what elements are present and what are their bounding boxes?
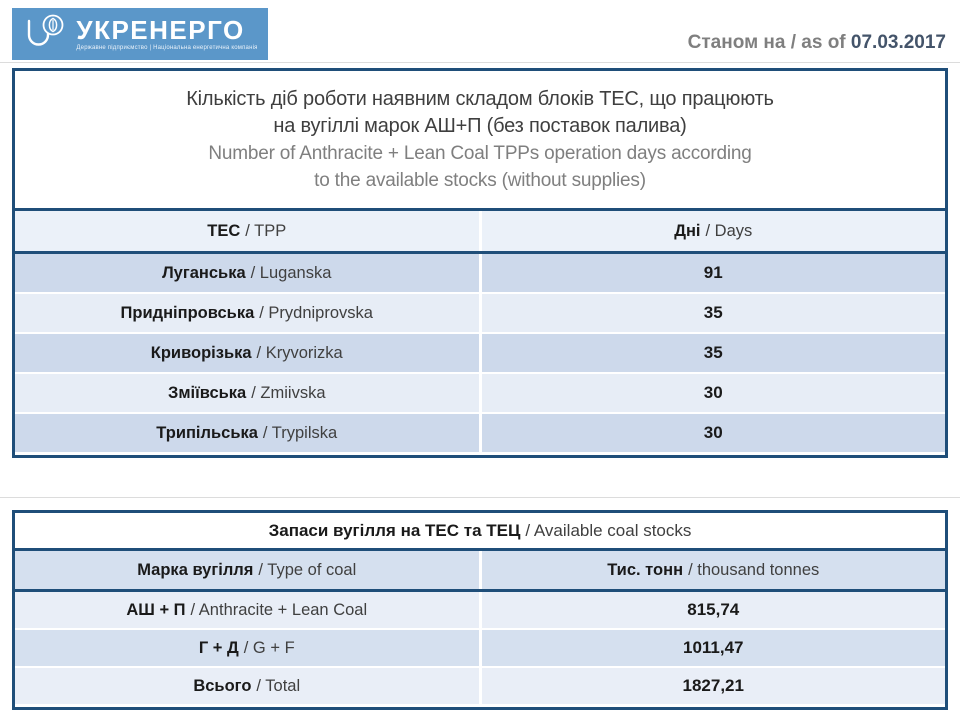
tpp-name-cell: Трипільська / Trypilska <box>15 414 479 452</box>
table1-header-days-ua: Дні <box>674 221 701 240</box>
table2-header-coal-type <box>15 551 479 589</box>
table1-body <box>15 254 945 452</box>
table2-body <box>15 592 945 704</box>
tpp-name-cell: Криворізька / Kryvorizka <box>15 334 479 372</box>
table1-header-days-en: / Days <box>705 221 753 240</box>
table-row <box>15 334 945 372</box>
tpp-days-cell: 30 <box>482 374 946 412</box>
table-row <box>15 592 945 628</box>
table1-header-days <box>482 211 946 251</box>
table2-header-row <box>15 551 945 589</box>
table1-title-ua-line1: Кількість діб роботи наявним складом блоків ТЕС, що працюють <box>186 87 774 110</box>
as-of-label: Станом на / as of <box>687 32 851 53</box>
table1-header-tpp <box>15 211 479 251</box>
table1-title-ua-line2: на вугіллі марок АШ+П (без поставок палива) <box>273 114 687 137</box>
table2-header-tonnes-ua: Тис. тонн <box>607 560 684 579</box>
table1-title-en-line2: to the available stocks (without supplies) <box>314 169 646 191</box>
ukrenergo-u-leaf-icon <box>22 13 68 58</box>
coal-value-cell: 1827,21 <box>482 668 946 704</box>
table1-title <box>15 71 945 208</box>
table-row <box>15 630 945 666</box>
table2-title-ua: Запаси вугілля на ТЕС та ТЕЦ <box>268 520 521 540</box>
header-divider-line <box>0 62 960 63</box>
coal-value-cell: 815,74 <box>482 592 946 628</box>
table2-header-tonnes-en: / thousand tonnes <box>688 560 820 579</box>
tpp-name-cell: Зміївська / Zmiivska <box>15 374 479 412</box>
table2-header-coal-ua: Марка вугілля <box>137 560 254 579</box>
logo-brand-text: УКРЕНЕРГО <box>76 15 245 45</box>
section-divider-line <box>0 497 960 498</box>
tpp-days-cell: 30 <box>482 414 946 452</box>
table-row <box>15 254 945 292</box>
table1-header-tpp-ua: ТЕС <box>207 221 241 240</box>
tpp-days-cell: 35 <box>482 334 946 372</box>
table-row <box>15 374 945 412</box>
table2-header-coal-en: / Type of coal <box>258 560 357 579</box>
table2-title <box>15 513 945 548</box>
tpp-days-cell: 91 <box>482 254 946 292</box>
tpp-name-cell: Луганська / Luganska <box>15 254 479 292</box>
as-of-date-line <box>688 32 946 54</box>
ukrenergo-logo <box>12 8 268 60</box>
table1-title-en-line1: Number of Anthracite + Lean Coal TPPs operation days according <box>208 142 752 164</box>
table-row <box>15 414 945 452</box>
tpp-name-cell: Придніпровська / Prydniprovska <box>15 294 479 332</box>
as-of-date: 07.03.2017 <box>850 32 946 53</box>
tpp-days-cell: 35 <box>482 294 946 332</box>
logo-tagline: Державне підприємство | Національна енергетична компанія <box>76 45 258 51</box>
table2-title-en: / Available coal stocks <box>525 520 692 540</box>
table1-header-row <box>15 211 945 251</box>
coal-value-cell: 1011,47 <box>482 630 946 666</box>
table1-header-tpp-en: / TPP <box>245 221 287 240</box>
table-row <box>15 294 945 332</box>
coal-type-cell: Всього / Total <box>15 668 479 704</box>
table2-header-tonnes <box>482 551 946 589</box>
tpp-operation-days-table <box>12 68 948 458</box>
coal-type-cell: АШ + П / Anthracite + Lean Coal <box>15 592 479 628</box>
table-row <box>15 668 945 704</box>
coal-type-cell: Г + Д / G + F <box>15 630 479 666</box>
coal-stocks-table <box>12 510 948 710</box>
